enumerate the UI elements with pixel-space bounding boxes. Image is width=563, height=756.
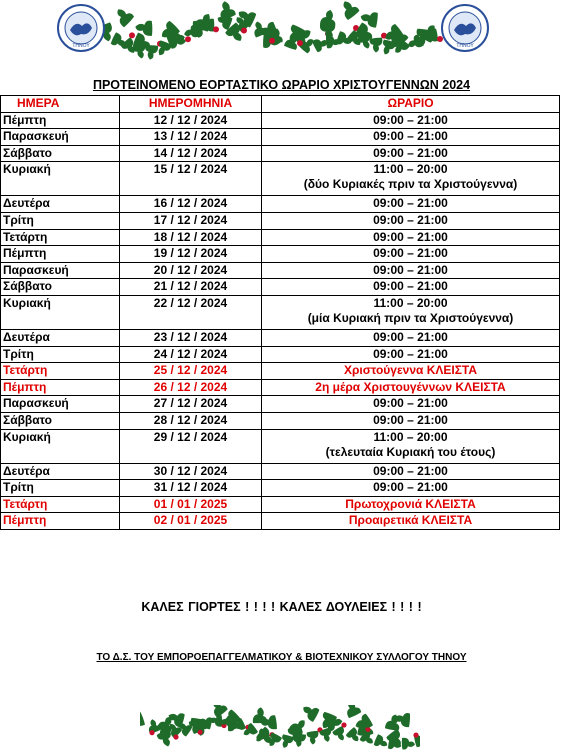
table-row [1, 379, 560, 396]
row-date: 19 / 12 / 2024 [120, 246, 262, 263]
holly-berry [241, 27, 247, 33]
row-day: Παρασκευή [1, 129, 120, 146]
row-date: 28 / 12 / 2024 [120, 412, 262, 429]
holly-berry [297, 40, 303, 46]
row-day: Κυριακή [1, 429, 120, 463]
row-day: Πέμπτη [1, 513, 120, 530]
table-row [1, 145, 560, 162]
holly-leaf [244, 722, 259, 736]
holly-leaf [140, 709, 149, 730]
row-day: Πέμπτη [1, 379, 120, 396]
row-hours [262, 162, 560, 196]
table-row [1, 162, 560, 196]
row-date: 23 / 12 / 2024 [120, 329, 262, 346]
row-hours [262, 329, 560, 346]
row-hours-value: 09:00 – 21:00 [373, 129, 448, 144]
row-hours [262, 379, 560, 396]
table-row [1, 229, 560, 246]
row-day: Παρασκευή [1, 262, 120, 279]
svg-text:ΤΗΝΟΥ: ΤΗΝΟΥ [72, 43, 90, 49]
association-logo-right [440, 3, 490, 53]
row-date: 14 / 12 / 2024 [120, 145, 262, 162]
row-hours [262, 412, 560, 429]
row-hours-value: 09:00 – 21:00 [373, 229, 448, 244]
table-row [1, 295, 560, 329]
row-day: Πέμπτη [1, 112, 120, 129]
holly-leaf [342, 1, 360, 21]
row-day: Κυριακή [1, 162, 120, 196]
page-title: ΠΡΟΤΕΙΝΟΜΕΝΟ ΕΟΡΤΑΣΤΙΚΟ ΩΡΑΡΙΟ ΧΡΙΣΤΟΥΓΕΝΝΩΝ 2024 [92, 78, 471, 92]
association-logo-left [56, 3, 106, 53]
row-hours-value: 09:00 – 21:00 [373, 246, 448, 261]
row-hours-value: Χριστούγεννα ΚΛΕΙΣΤΑ [343, 363, 478, 378]
row-date: 12 / 12 / 2024 [120, 112, 262, 129]
holly-berry [213, 26, 219, 32]
row-hours-value: 11:00 – 20:00 [373, 429, 448, 444]
row-hours [262, 513, 560, 530]
table-row [1, 112, 560, 129]
row-hours [262, 229, 560, 246]
header-date: ΗΜΕΡΟΜΗΝΙΑ [120, 96, 262, 113]
row-day: Τετάρτη [1, 496, 120, 513]
row-hours [262, 246, 560, 263]
row-hours-note: (μία Κυριακή πριν τα Χριστούγεννα) [307, 310, 514, 325]
row-day: Δευτέρα [1, 196, 120, 213]
row-date: 15 / 12 / 2024 [120, 162, 262, 196]
holly-leaf [303, 705, 322, 724]
row-hours [262, 346, 560, 363]
row-hours-value: 09:00 – 21:00 [373, 463, 448, 478]
row-hours-note: (τελευταία Κυριακή του έτους) [325, 444, 496, 459]
row-date: 29 / 12 / 2024 [120, 429, 262, 463]
row-hours [262, 279, 560, 296]
table-row [1, 363, 560, 380]
row-hours-value: 09:00 – 21:00 [373, 412, 448, 427]
row-hours-value: 09:00 – 21:00 [373, 480, 448, 495]
table-row [1, 412, 560, 429]
row-date: 16 / 12 / 2024 [120, 196, 262, 213]
holly-berry [129, 32, 135, 38]
holly-berry [149, 730, 154, 735]
table-row [1, 246, 560, 263]
table-row [1, 262, 560, 279]
holly-berry [185, 36, 191, 42]
row-hours [262, 145, 560, 162]
footer-signature: ΤΟ Δ.Σ. ΤΟΥ ΕΜΠΟΡΟΕΠΑΓΓΕΛΜΑΤΙΚΟΥ & ΒΙΟΤΕΧΝΙΚΟΥ ΣΥΛΛΟΓΟΥ ΤΗΝΟΥ [96, 652, 467, 663]
row-day: Τετάρτη [1, 363, 120, 380]
svg-text:ΤΗΝΟΥ: ΤΗΝΟΥ [456, 43, 474, 49]
holly-leaf [117, 9, 134, 28]
row-hours-value: 09:00 – 21:00 [373, 212, 448, 227]
row-date: 21 / 12 / 2024 [120, 279, 262, 296]
row-date: 20 / 12 / 2024 [120, 262, 262, 279]
holly-berry [269, 38, 275, 44]
row-day: Τετάρτη [1, 229, 120, 246]
table-row [1, 496, 560, 513]
row-date: 31 / 12 / 2024 [120, 480, 262, 497]
row-hours-value: 09:00 – 21:00 [373, 346, 448, 361]
row-hours-value: 09:00 – 21:00 [373, 329, 448, 344]
holly-leaf [121, 37, 135, 53]
row-hours-value: 11:00 – 20:00 [373, 295, 448, 310]
row-date: 18 / 12 / 2024 [120, 229, 262, 246]
row-day: Σάββατο [1, 412, 120, 429]
row-day: Σάββατο [1, 145, 120, 162]
row-hours [262, 262, 560, 279]
row-hours-value: Προαιρετικά ΚΛΕΙΣΤΑ [348, 513, 473, 528]
row-date: 22 / 12 / 2024 [120, 295, 262, 329]
row-day: Τρίτη [1, 346, 120, 363]
row-date: 01 / 01 / 2025 [120, 496, 262, 513]
row-day: Κυριακή [1, 295, 120, 329]
row-hours [262, 129, 560, 146]
row-hours [262, 396, 560, 413]
row-hours [262, 212, 560, 229]
header-day: ΗΜΕΡΑ [1, 96, 120, 113]
holly-berry [173, 734, 178, 739]
holly-leaf [371, 732, 388, 750]
table-row [1, 129, 560, 146]
holly-leaf [346, 727, 359, 741]
row-day: Δευτέρα [1, 463, 120, 480]
table-row [1, 480, 560, 497]
row-hours-note: (δύο Κυριακές πριν τα Χριστούγεννα) [303, 177, 518, 192]
row-day: Σάββατο [1, 279, 120, 296]
row-hours [262, 363, 560, 380]
row-date: 30 / 12 / 2024 [120, 463, 262, 480]
holly-berry [341, 722, 346, 727]
holly-leaf [309, 36, 328, 54]
row-date: 17 / 12 / 2024 [120, 212, 262, 229]
greeting-text: ΚΑΛΕΣ ΓΙΟΡΤΕΣ ! ! ! ! ΚΑΛΕΣ ΔΟΥΛΕΙΕΣ ! ! ! ! [141, 600, 422, 614]
row-date: 25 / 12 / 2024 [120, 363, 262, 380]
table-row [1, 429, 560, 463]
row-hours-value: 09:00 – 21:00 [373, 279, 448, 294]
table-row [1, 513, 560, 530]
holly-garland-bottom [140, 705, 420, 756]
holly-berry [413, 733, 418, 738]
holly-leaf [344, 705, 364, 721]
row-hours-value: 09:00 – 21:00 [373, 196, 448, 211]
row-hours [262, 112, 560, 129]
row-hours-value: 09:00 – 21:00 [373, 396, 448, 411]
schedule-table [0, 95, 560, 530]
table-row [1, 329, 560, 346]
row-hours-value: 11:00 – 20:00 [373, 162, 448, 177]
row-hours-value: 09:00 – 21:00 [373, 145, 448, 160]
row-date: 26 / 12 / 2024 [120, 379, 262, 396]
row-hours [262, 429, 560, 463]
row-day: Πέμπτη [1, 246, 120, 263]
row-date: 24 / 12 / 2024 [120, 346, 262, 363]
row-hours [262, 480, 560, 497]
row-hours [262, 463, 560, 480]
row-hours-value: 2η μέρα Χριστουγέννων ΚΛΕΙΣΤΑ [315, 379, 506, 394]
row-hours-value: 09:00 – 21:00 [373, 112, 448, 127]
row-hours [262, 295, 560, 329]
table-row [1, 396, 560, 413]
row-day: Τρίτη [1, 212, 120, 229]
table-row [1, 346, 560, 363]
row-hours [262, 496, 560, 513]
row-date: 02 / 01 / 2025 [120, 513, 262, 530]
row-hours-value: Πρωτοχρονιά ΚΛΕΙΣΤΑ [345, 496, 476, 511]
row-hours [262, 196, 560, 213]
row-hours-value: 09:00 – 21:00 [373, 262, 448, 277]
row-day: Δευτέρα [1, 329, 120, 346]
table-row [1, 196, 560, 213]
row-day: Παρασκευή [1, 396, 120, 413]
table-header-row [1, 96, 560, 113]
table-row [1, 212, 560, 229]
table-row [1, 279, 560, 296]
table-row [1, 463, 560, 480]
row-date: 13 / 12 / 2024 [120, 129, 262, 146]
row-date: 27 / 12 / 2024 [120, 396, 262, 413]
row-day: Τρίτη [1, 480, 120, 497]
header-hours: ΩΡΑΡΙΟ [262, 96, 560, 113]
